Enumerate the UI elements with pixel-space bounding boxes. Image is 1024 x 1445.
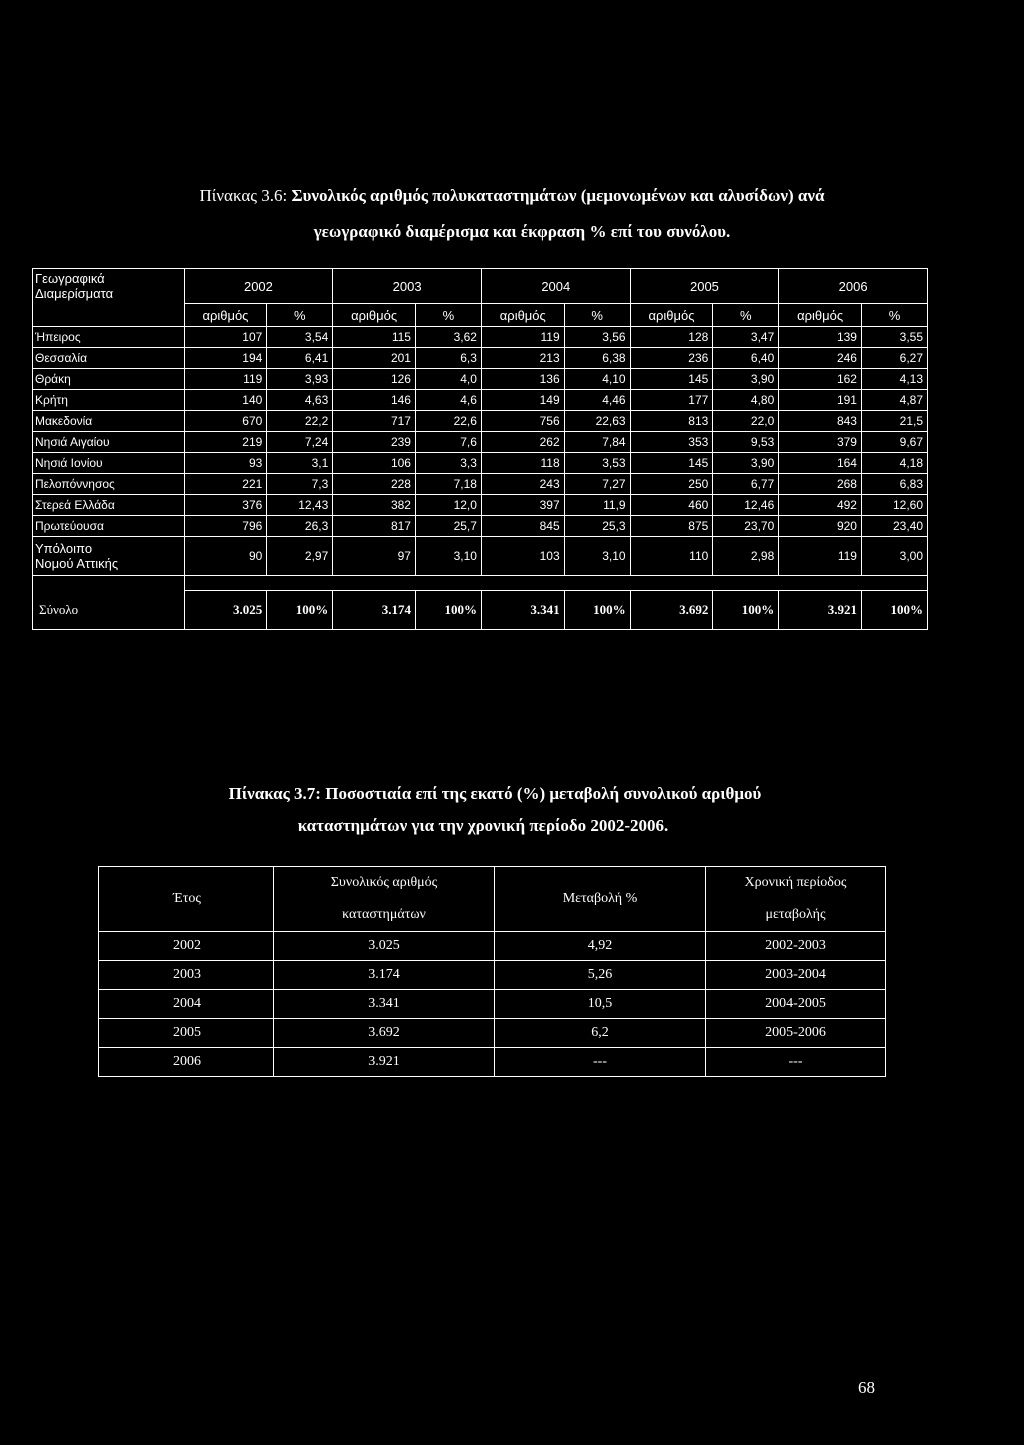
table-cell: 817: [333, 516, 416, 537]
table-cell: 3,93: [267, 369, 333, 390]
table-cell: 3,90: [713, 369, 779, 390]
table-cell: 12,0: [415, 495, 481, 516]
table2-change-cell: ---: [495, 1048, 706, 1077]
table-cell: 250: [630, 474, 713, 495]
table1-caption-text: Συνολικός αριθμός πολυκαταστημάτων (μεμονωμένων και αλυσίδων) ανά: [291, 186, 825, 205]
table-cell: 7,27: [564, 474, 630, 495]
table-cell: 11,9: [564, 495, 630, 516]
table-cell: 12,46: [713, 495, 779, 516]
table-row: [99, 932, 886, 961]
table-cell: 4,63: [267, 390, 333, 411]
table-cell: 139: [779, 327, 862, 348]
table-cell: 6,38: [564, 348, 630, 369]
table-cell: 7,18: [415, 474, 481, 495]
spacer-cell: [184, 576, 927, 591]
table-cell: 4,87: [861, 390, 927, 411]
table-cell: 7,24: [267, 432, 333, 453]
percent-header: %: [415, 304, 481, 327]
table2-period-cell: 2005-2006: [706, 1019, 886, 1048]
table-cell: 119: [779, 537, 862, 576]
table-cell: 97: [333, 537, 416, 576]
remainder-label-line2: Νομού Αττικής: [35, 556, 119, 571]
total-cell: 3.025: [184, 591, 267, 630]
table-cell: 460: [630, 495, 713, 516]
table-cell: 845: [481, 516, 564, 537]
spacer-row: [33, 576, 928, 591]
regional-stores-table: [32, 268, 928, 630]
table-cell: 126: [333, 369, 416, 390]
total-stores-header: [274, 867, 495, 932]
table-cell: 2,98: [713, 537, 779, 576]
table-row: [99, 961, 886, 990]
table-cell: 162: [779, 369, 862, 390]
table-cell: 7,3: [267, 474, 333, 495]
table-cell: 219: [184, 432, 267, 453]
region-name: Ήπειρος: [33, 327, 185, 348]
table-cell: 382: [333, 495, 416, 516]
table2-body: [99, 932, 886, 1077]
table-cell: 164: [779, 453, 862, 474]
year-header-2005: 2005: [630, 269, 779, 304]
table-cell: 228: [333, 474, 416, 495]
table-cell: 4,46: [564, 390, 630, 411]
table-cell: 796: [184, 516, 267, 537]
table-cell: 4,18: [861, 453, 927, 474]
region-header: [33, 269, 185, 327]
total-cell: 3.174: [333, 591, 416, 630]
table2-year-cell: 2003: [99, 961, 274, 990]
period-header: [706, 867, 886, 932]
table-cell: 201: [333, 348, 416, 369]
year-header-2002: 2002: [184, 269, 333, 304]
table-cell: 3,47: [713, 327, 779, 348]
region-name: Στερεά Ελλάδα: [33, 495, 185, 516]
table-row: [99, 1048, 886, 1077]
table-cell: 213: [481, 348, 564, 369]
count-header: αριθμός: [184, 304, 267, 327]
table2-year-cell: 2002: [99, 932, 274, 961]
table-cell: 118: [481, 453, 564, 474]
table2-year-cell: 2006: [99, 1048, 274, 1077]
table-cell: 756: [481, 411, 564, 432]
table-cell: 9,53: [713, 432, 779, 453]
table-cell: 920: [779, 516, 862, 537]
table2-change-cell: 6,2: [495, 1019, 706, 1048]
table-cell: 25,7: [415, 516, 481, 537]
table-cell: 106: [333, 453, 416, 474]
page-number: 68: [858, 1378, 875, 1397]
region-name: Νησιά Αιγαίου: [33, 432, 185, 453]
table-cell: 4,80: [713, 390, 779, 411]
total-cell: 100%: [564, 591, 630, 630]
year-header-2004: 2004: [481, 269, 630, 304]
table-cell: 4,6: [415, 390, 481, 411]
table-cell: 136: [481, 369, 564, 390]
total-cell: 3.921: [779, 591, 862, 630]
table-cell: 26,3: [267, 516, 333, 537]
table-cell: 268: [779, 474, 862, 495]
change-table: [98, 866, 886, 1077]
table-cell: 128: [630, 327, 713, 348]
period-header-line1: Χρονική περίοδος: [744, 875, 847, 890]
table-cell: 3,56: [564, 327, 630, 348]
table-cell: 246: [779, 348, 862, 369]
table-cell: 9,67: [861, 432, 927, 453]
table-row: [33, 474, 928, 495]
table-cell: 3,3: [415, 453, 481, 474]
table-cell: 3,90: [713, 453, 779, 474]
remainder-label-line1: Υπόλοιπο: [35, 541, 93, 556]
table-cell: 177: [630, 390, 713, 411]
table-cell: 21,5: [861, 411, 927, 432]
table-cell: 875: [630, 516, 713, 537]
region-name: Πρωτεύουσα: [33, 516, 185, 537]
total-cell: 100%: [267, 591, 333, 630]
table2-period-cell: ---: [706, 1048, 886, 1077]
table-cell: 22,2: [267, 411, 333, 432]
table1-caption-line2: γεωγραφικό διαμέρισμα και έκφραση % επί του συνόλου.: [313, 222, 731, 241]
total-cell: 100%: [415, 591, 481, 630]
table-cell: 22,6: [415, 411, 481, 432]
table2-period-cell: 2002-2003: [706, 932, 886, 961]
table1-year-header-row: [33, 269, 928, 304]
table-cell: 379: [779, 432, 862, 453]
table-cell: 6,83: [861, 474, 927, 495]
table-cell: 3,10: [415, 537, 481, 576]
spacer-cell: [33, 576, 185, 591]
table-cell: 119: [481, 327, 564, 348]
percent-header: %: [564, 304, 630, 327]
year-header: Έτος: [99, 867, 274, 932]
table-cell: 262: [481, 432, 564, 453]
count-header: αριθμός: [333, 304, 416, 327]
remainder-row: [33, 537, 928, 576]
table2-total-cell: 3.341: [274, 990, 495, 1019]
table2-period-cell: 2004-2005: [706, 990, 886, 1019]
table2-caption-line1: Πίνακας 3.7: Ποσοστιαία επί της εκατό (%) μεταβολή συνολικού αριθμού: [228, 784, 762, 803]
percent-header: %: [861, 304, 927, 327]
table-cell: 7,84: [564, 432, 630, 453]
table-cell: 3,62: [415, 327, 481, 348]
table-cell: 3,10: [564, 537, 630, 576]
table-cell: 110: [630, 537, 713, 576]
period-header-line2: μεταβολής: [765, 907, 826, 922]
table-cell: 3,54: [267, 327, 333, 348]
table-cell: 236: [630, 348, 713, 369]
region-name: Πελοπόννησος: [33, 474, 185, 495]
total-row: [33, 591, 928, 630]
total-label: Σύνολο: [33, 591, 185, 630]
year-header-2003: 2003: [333, 269, 482, 304]
region-name: Θεσσαλία: [33, 348, 185, 369]
table2-year-cell: 2004: [99, 990, 274, 1019]
table-cell: 221: [184, 474, 267, 495]
table2-caption-line2: καταστημάτων για την χρονική περίοδο 2002-2006.: [297, 816, 669, 835]
table-cell: 115: [333, 327, 416, 348]
table2-total-cell: 3.921: [274, 1048, 495, 1077]
table-row: [33, 516, 928, 537]
table-cell: 90: [184, 537, 267, 576]
table-cell: 4,0: [415, 369, 481, 390]
percent-header: %: [267, 304, 333, 327]
table2-year-cell: 2005: [99, 1019, 274, 1048]
table-cell: 4,13: [861, 369, 927, 390]
table-cell: 243: [481, 474, 564, 495]
table2-total-cell: 3.025: [274, 932, 495, 961]
table-cell: 146: [333, 390, 416, 411]
table-cell: 813: [630, 411, 713, 432]
total-stores-header-line1: Συνολικός αριθμός: [330, 875, 438, 890]
table-cell: 3,55: [861, 327, 927, 348]
table-row: [33, 495, 928, 516]
total-stores-header-line2: καταστημάτων: [342, 907, 426, 922]
table-cell: 376: [184, 495, 267, 516]
table-row: [33, 327, 928, 348]
table-cell: 3,53: [564, 453, 630, 474]
region-name: Νησιά Ιονίου: [33, 453, 185, 474]
percent-header: %: [713, 304, 779, 327]
table-row: [33, 432, 928, 453]
table2-total-cell: 3.174: [274, 961, 495, 990]
table2-header-row: [99, 867, 886, 932]
table-cell: 6,40: [713, 348, 779, 369]
table-cell: 6,77: [713, 474, 779, 495]
table-cell: 843: [779, 411, 862, 432]
table1-caption-prefix: Πίνακας 3.6:: [199, 186, 292, 205]
table-cell: 93: [184, 453, 267, 474]
table-cell: 670: [184, 411, 267, 432]
region-header-line2: Διαμερίσματα: [35, 286, 114, 301]
table-cell: 7,6: [415, 432, 481, 453]
table1-body: [33, 327, 928, 537]
table-cell: 140: [184, 390, 267, 411]
table-cell: 103: [481, 537, 564, 576]
count-header: αριθμός: [481, 304, 564, 327]
total-cell: 100%: [861, 591, 927, 630]
table-cell: 6,27: [861, 348, 927, 369]
table-cell: 145: [630, 369, 713, 390]
table-cell: 22,63: [564, 411, 630, 432]
table-row: [33, 390, 928, 411]
region-name: Μακεδονία: [33, 411, 185, 432]
region-name: Θράκη: [33, 369, 185, 390]
table-cell: 6,41: [267, 348, 333, 369]
table-cell: 12,43: [267, 495, 333, 516]
table-row: [33, 369, 928, 390]
table-row: [33, 348, 928, 369]
table-cell: 717: [333, 411, 416, 432]
table2-total-cell: 3.692: [274, 1019, 495, 1048]
table-cell: 12,60: [861, 495, 927, 516]
count-header: αριθμός: [630, 304, 713, 327]
table-cell: 149: [481, 390, 564, 411]
remainder-label: [33, 537, 185, 576]
table2-change-cell: 4,92: [495, 932, 706, 961]
count-header: αριθμός: [779, 304, 862, 327]
table-row: [33, 411, 928, 432]
table-row: [99, 1019, 886, 1048]
table-cell: 145: [630, 453, 713, 474]
table-cell: 23,40: [861, 516, 927, 537]
total-cell: 3.692: [630, 591, 713, 630]
table2-change-cell: 5,26: [495, 961, 706, 990]
table-cell: 4,10: [564, 369, 630, 390]
table2-period-cell: 2003-2004: [706, 961, 886, 990]
table-cell: 23,70: [713, 516, 779, 537]
region-header-line1: Γεωγραφικά: [35, 271, 105, 286]
table-cell: 3,00: [861, 537, 927, 576]
table-cell: 191: [779, 390, 862, 411]
year-header-2006: 2006: [779, 269, 928, 304]
table-cell: 492: [779, 495, 862, 516]
table-cell: 2,97: [267, 537, 333, 576]
table-cell: 239: [333, 432, 416, 453]
table-cell: 22,0: [713, 411, 779, 432]
change-header: Μεταβολή %: [495, 867, 706, 932]
table1-caption-line1: [50, 186, 974, 206]
table-cell: 119: [184, 369, 267, 390]
table-cell: 6,3: [415, 348, 481, 369]
table-cell: 194: [184, 348, 267, 369]
table-cell: 353: [630, 432, 713, 453]
table-row: [33, 453, 928, 474]
region-name: Κρήτη: [33, 390, 185, 411]
table-cell: 25,3: [564, 516, 630, 537]
total-cell: 100%: [713, 591, 779, 630]
table-cell: 3,1: [267, 453, 333, 474]
table-row: [99, 990, 886, 1019]
table-cell: 397: [481, 495, 564, 516]
table-cell: 107: [184, 327, 267, 348]
table2-change-cell: 10,5: [495, 990, 706, 1019]
total-cell: 3.341: [481, 591, 564, 630]
